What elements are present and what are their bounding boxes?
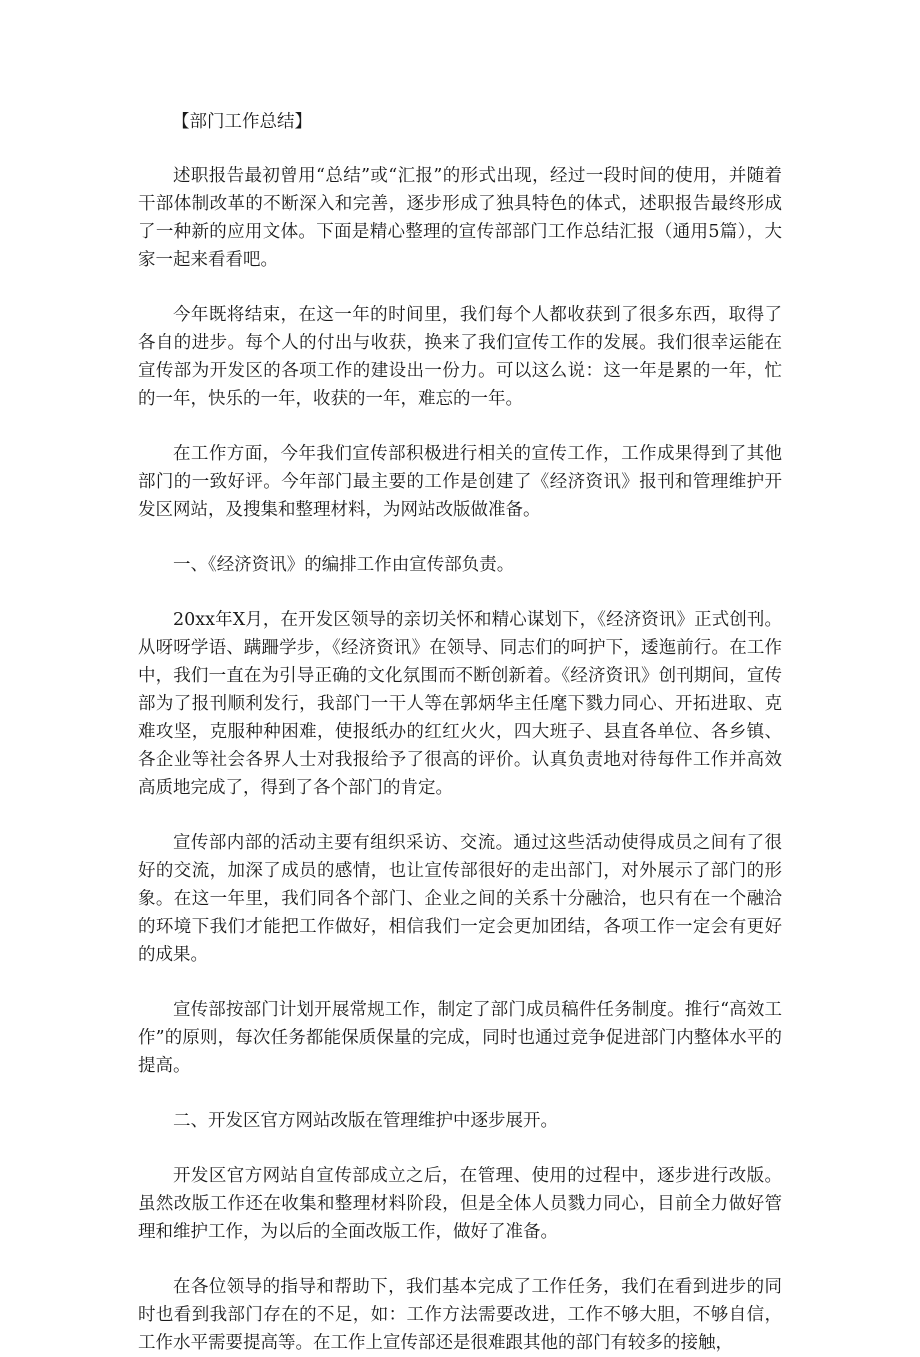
paragraph-website: 开发区官方网站自宣传部成立之后，在管理、使用的过程中，逐步进行改版。虽然改版工作还在收集和整理材料阶段，但是全体人员戮力同心，目前全力做好管理和维护工作，为以后的全面改版工作，做好了准备。 <box>138 1166 782 1242</box>
paragraph-work-overview: 在工作方面，今年我们宣传部积极进行相关的宣传工作，工作成果得到了其他部门的一致好评。今年部门最主要的工作是创建了《经济资讯》报刊和管理维护开发区网站，及搜集和整理材料，为网站改版做准备。 <box>138 444 782 520</box>
document-page <box>138 108 782 1357</box>
paragraph-publication: 20xx年X月，在开发区领导的亲切关怀和精心谋划下，《经济资讯》正式创刊。从呀呀学语、蹒跚学步，《经济资讯》在领导、同志们的呵护下，逶迤前行。在工作中，我们一直在为引导正确的文化氛围而不断创新着。《经济资讯》创刊期间，宣传部为了报刊顺利发行，我部门一干人等在郭炳华主任麾下戮力同心、开拓进取、克难攻坚，克服种种困难，使报纸办的红红火火，四大班子、县直各单位、各乡镇、各企业等社会各界人士对我报给予了很高的评价。认真负责地对待每件工作并高效高质地完成了，得到了各个部门的肯定。 <box>138 610 782 798</box>
section-heading-one: 一、《经济资讯》的编排工作由宣传部负责。 <box>173 555 515 575</box>
section-heading-two: 二、开发区官方网站改版在管理维护中逐步展开。 <box>173 1111 558 1131</box>
paragraph-shortcomings: 在各位领导的指导和帮助下，我们基本完成了工作任务，我们在看到进步的同时也看到我部门存在的不足，如：工作方法需要改进，工作不够大胆，不够自信，工作水平需要提高等。在工作上宣传部还是很难跟其他的部门有较多的接触， <box>138 1277 782 1353</box>
paragraph-routine-work: 宣传部按部门计划开展常规工作，制定了部门成员稿件任务制度。推行“高效工作”的原则，每次任务都能保质保量的完成，同时也通过竞争促进部门内整体水平的提高。 <box>138 1000 782 1076</box>
paragraph-internal-activities: 宣传部内部的活动主要有组织采访、交流。通过这些活动使得成员之间有了很好的交流，加深了成员的感情，也让宣传部很好的走出部门，对外展示了部门的形象。在这一年里，我们同各个部门、企业之间的关系十分融洽，也只有在一个融洽的环境下我们才能把工作做好，相信我们一定会更加团结，各项工作一定会有更好的成果。 <box>138 833 782 965</box>
paragraph-intro: 述职报告最初曾用“总结”或“汇报”的形式出现，经过一段时间的使用，并随着干部体制改革的不断深入和完善，逐步形成了独具特色的体式，述职报告最终形成了一种新的应用文体。下面是精心整理的宣传部部门工作总结汇报（通用5篇），大家一起来看看吧。 <box>138 166 782 270</box>
document-title: 【部门工作总结】 <box>172 112 312 132</box>
paragraph-year-review: 今年既将结束，在这一年的时间里，我们每个人都收获到了很多东西，取得了各自的进步。每个人的付出与收获，换来了我们宣传工作的发展。我们很幸运能在宣传部为开发区的各项工作的建设出一份力。可以这么说：这一年是累的一年，忙的一年，快乐的一年，收获的一年，难忘的一年。 <box>138 305 782 409</box>
